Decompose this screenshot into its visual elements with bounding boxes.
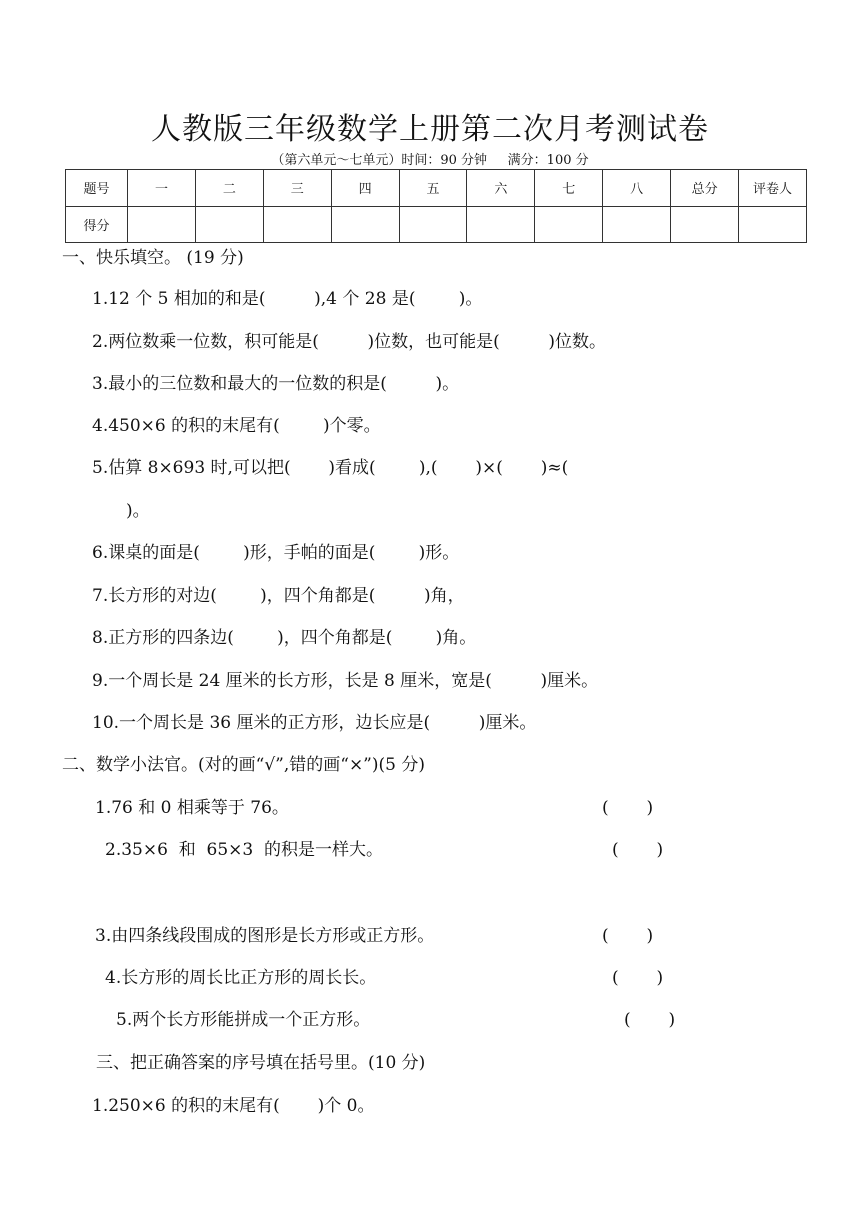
question-item: 8.正方形的四条边( )，四个角都是( )角。: [92, 628, 477, 648]
header-cell: 评卷人: [739, 170, 807, 207]
question-item: 4.450×6 的积的末尾有( )个零。: [92, 416, 381, 436]
question-item: 2.两位数乘一位数，积可能是( )位数，也可能是( )位数。: [92, 332, 607, 352]
question-item: 9.一个周长是 24 厘米的长方形，长是 8 厘米，宽是( )厘米。: [92, 671, 599, 691]
judge-item: 3.由四条线段围成的图形是长方形或正方形。: [95, 926, 435, 946]
judge-item: 2.35×6 和 65×3 的积是一样大。: [105, 840, 384, 860]
question-item: 10.一个周长是 36 厘米的正方形，边长应是( )厘米。: [92, 713, 537, 733]
score-cell[interactable]: [535, 206, 603, 243]
question-item: 5.估算 8×693 时,可以把( )看成( ),( )×( )≈(: [92, 458, 569, 478]
choice-item: 1.250×6 的积的末尾有( )个 0。: [92, 1096, 375, 1116]
header-cell: 六: [467, 170, 535, 207]
answer-bracket: ( ): [602, 798, 654, 818]
section-heading-fill-in: 一、快乐填空。 (19 分): [62, 248, 244, 268]
score-cell[interactable]: [331, 206, 399, 243]
page-title: 人教版三年级数学上册第二次月考测试卷: [151, 112, 709, 147]
header-cell: 总分: [671, 170, 739, 207]
answer-bracket: ( ): [624, 1010, 676, 1030]
question-item: 6.课桌的面是( )形，手帕的面是( )形。: [92, 543, 460, 563]
answer-bracket: ( ): [612, 968, 664, 988]
header-cell: 题号: [66, 170, 128, 207]
section-heading-multiple-choice: 三、把正确答案的序号填在括号里。(10 分): [96, 1053, 426, 1073]
score-table-score-row: [66, 206, 807, 243]
judge-item: 5.两个长方形能拼成一个正方形。: [116, 1010, 371, 1030]
row-label-cell: 得分: [66, 206, 128, 243]
header-cell: 五: [399, 170, 467, 207]
score-table: [65, 169, 807, 243]
question-item: 1.12 个 5 相加的和是( ),4 个 28 是( )。: [92, 289, 483, 309]
score-cell[interactable]: [603, 206, 671, 243]
judge-item: 4.长方形的周长比正方形的周长长。: [105, 968, 377, 988]
question-item: 7.长方形的对边( )，四个角都是( )角，: [92, 586, 465, 606]
score-cell[interactable]: [739, 206, 807, 243]
exam-info: （第六单元～七单元）时间：90 分钟 满分：100 分: [271, 153, 589, 168]
question-item: 3.最小的三位数和最大的一位数的积是( )。: [92, 374, 460, 394]
header-cell: 七: [535, 170, 603, 207]
section-heading-true-false: 二、数学小法官。(对的画“√”,错的画“×”)(5 分): [62, 755, 425, 775]
judge-item: 1.76 和 0 相乘等于 76。: [95, 798, 289, 818]
header-cell: 二: [195, 170, 263, 207]
score-cell[interactable]: [263, 206, 331, 243]
score-cell[interactable]: [399, 206, 467, 243]
header-cell: 四: [331, 170, 399, 207]
score-cell[interactable]: [128, 206, 196, 243]
score-table-header-row: [66, 170, 807, 207]
header-cell: 八: [603, 170, 671, 207]
question-item-continued: )。: [126, 501, 150, 521]
score-cell[interactable]: [671, 206, 739, 243]
score-cell[interactable]: [467, 206, 535, 243]
answer-bracket: ( ): [612, 840, 664, 860]
score-cell[interactable]: [195, 206, 263, 243]
header-cell: 一: [128, 170, 196, 207]
header-cell: 三: [263, 170, 331, 207]
answer-bracket: ( ): [602, 926, 654, 946]
